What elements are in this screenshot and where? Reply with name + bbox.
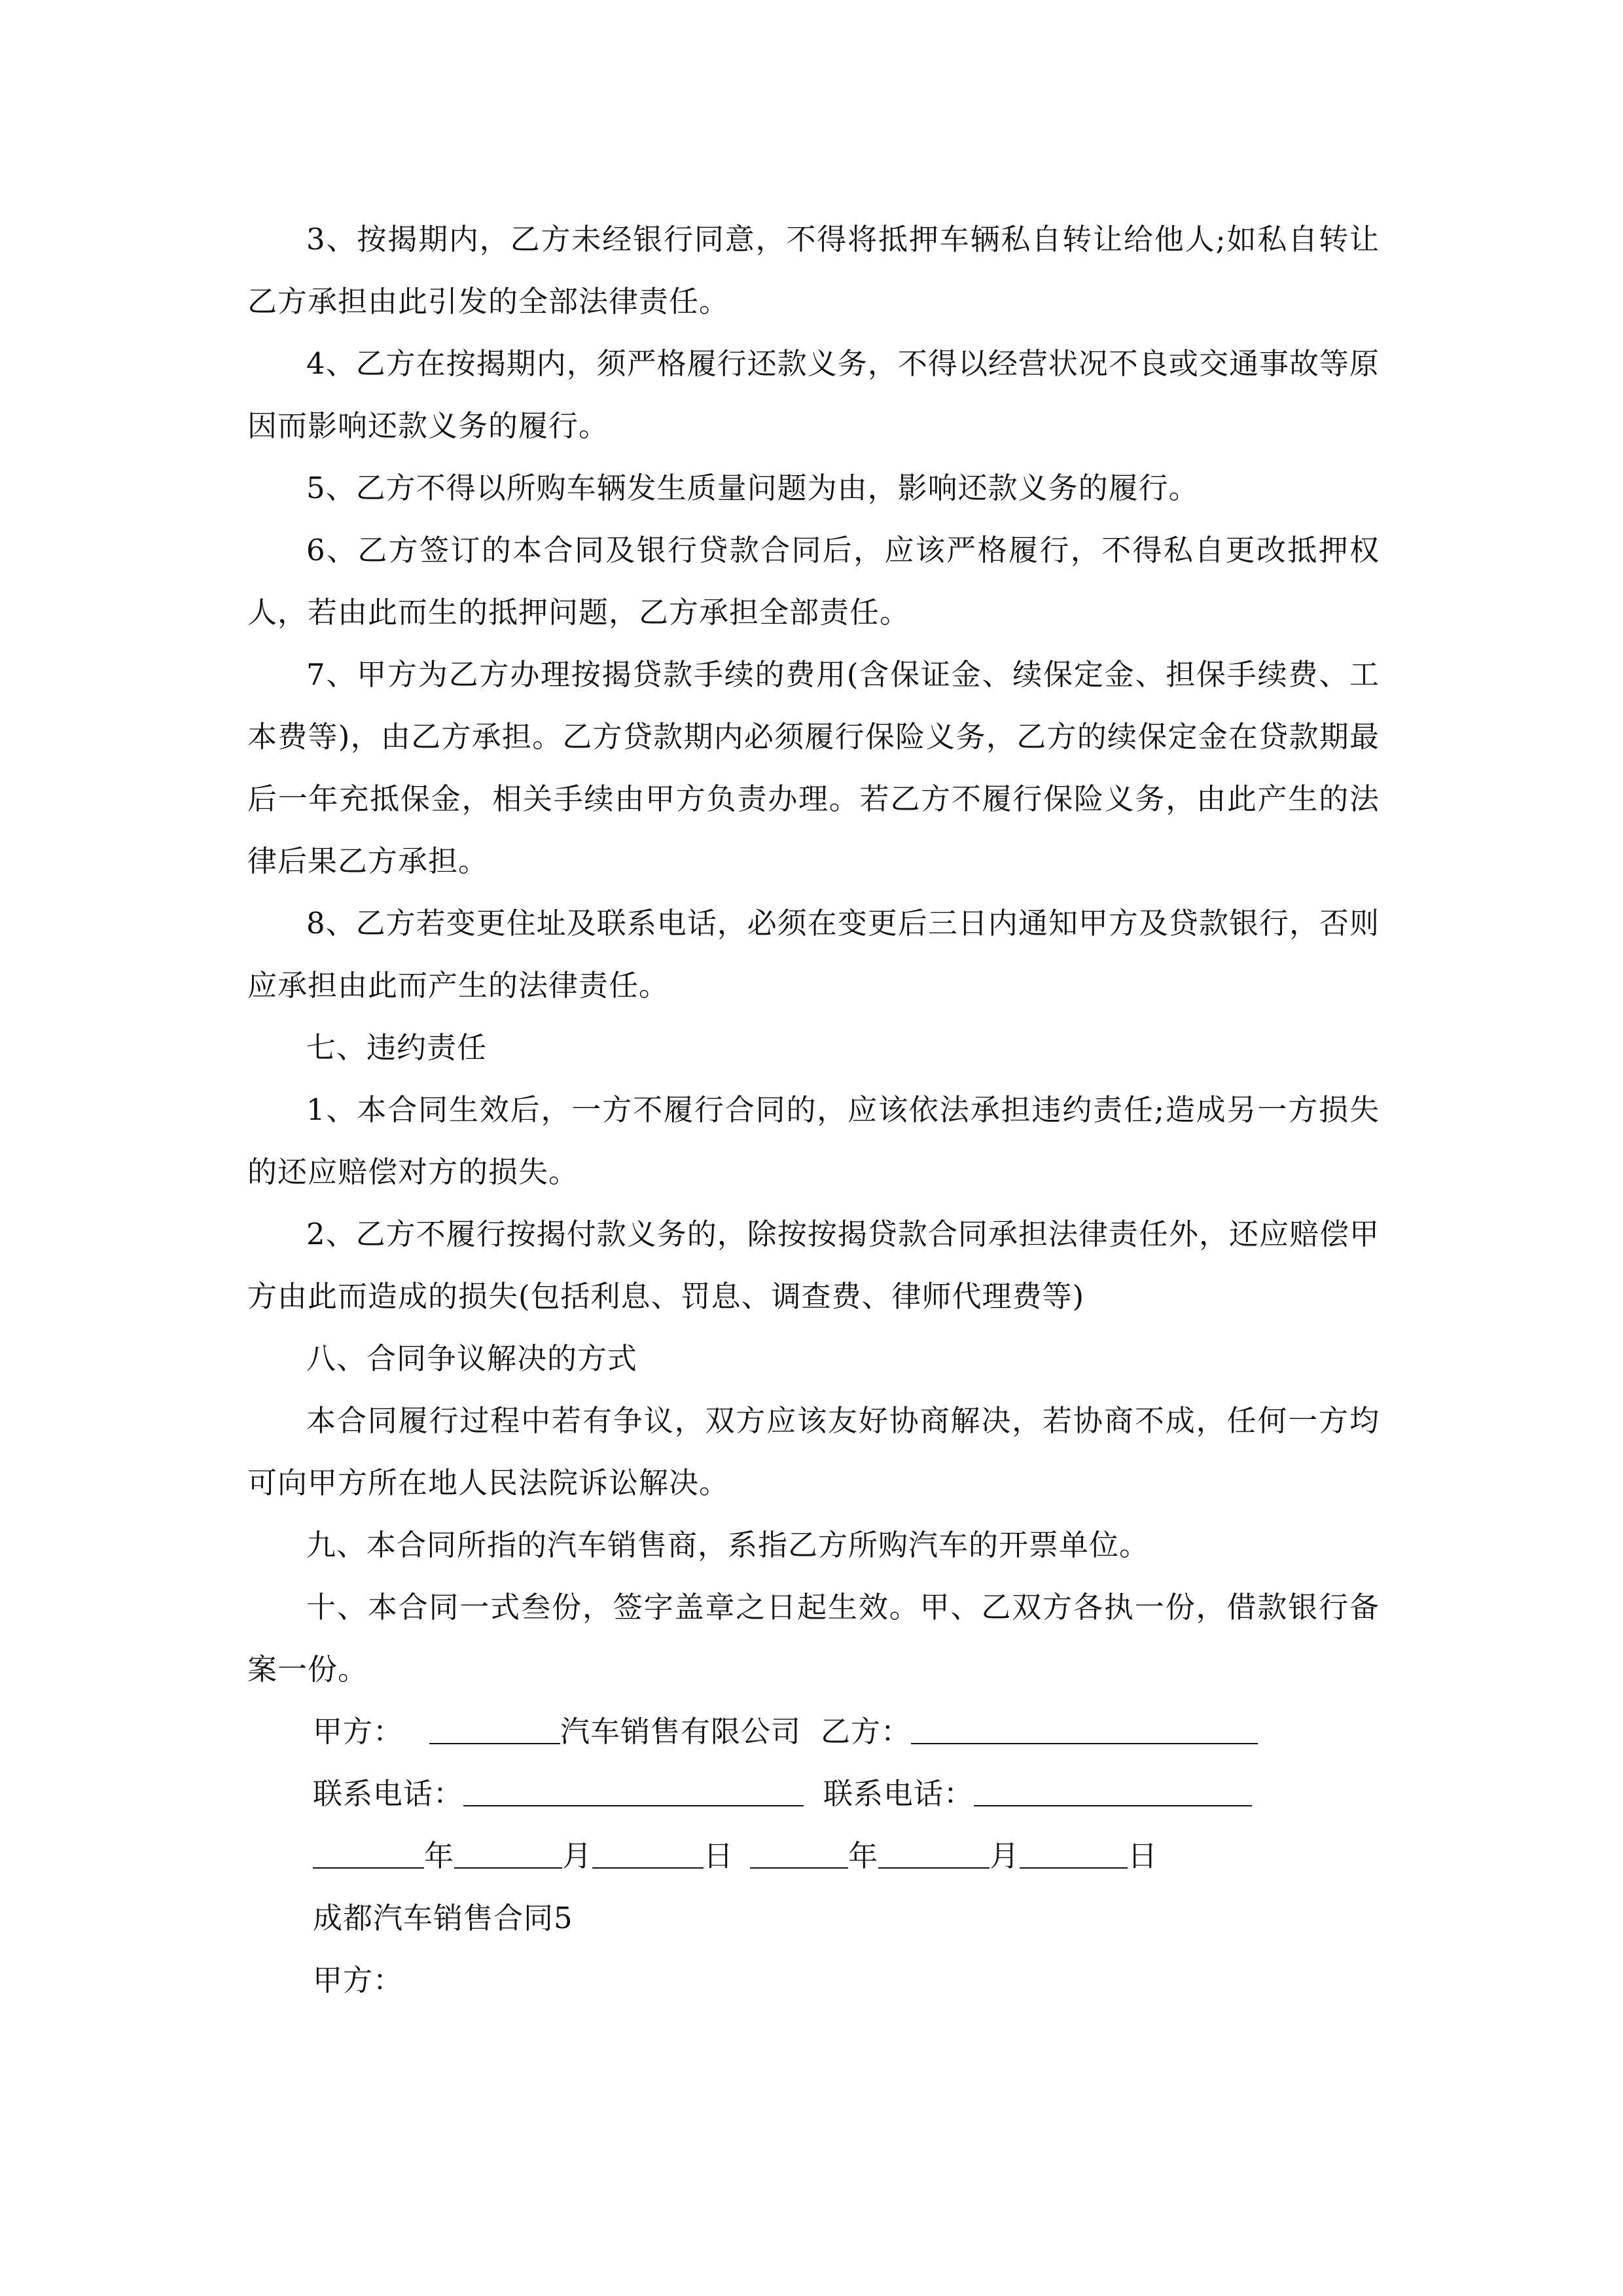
party-b-phone-label: 联系电话： xyxy=(823,1776,974,1811)
next-contract-title: 成都汽车销售合同5 xyxy=(313,1901,573,1935)
next-contract-party-a: 甲方： xyxy=(313,1963,404,1998)
party-a-company: 汽车销售有限公司 xyxy=(560,1714,802,1749)
party-b-month-label: 月 xyxy=(990,1839,1020,1873)
clause-7: 7、甲方为乙方办理按揭贷款手续的费用(含保证金、续保定金、担保手续费、工本费等)，由乙方承担。乙方贷款期内必须履行保险义务，乙方的续保定金在贷款期最后一年充抵保金，相关手续由甲方负责办理。若乙方不履行保险义务，由此产生的法律后果乙方承担。 xyxy=(247,657,1380,878)
clause-3: 3、按揭期内，乙方未经银行同意，不得将抵押车辆私自转让给他人;如私自转让乙方承担由此引发的全部法律责任。 xyxy=(247,222,1380,319)
section-9-text: 九、本合同所指的汽车销售商，系指乙方所购汽车的开票单位。 xyxy=(306,1528,1150,1562)
party-b-month-blank[interactable] xyxy=(878,1836,990,1869)
signature-party-line xyxy=(247,1700,1380,1763)
party-b-day-label: 日 xyxy=(1128,1839,1158,1873)
party-a-label: 甲方： xyxy=(313,1714,404,1749)
section-7-item-1: 1、本合同生效后，一方不履行合同的，应该依法承担违约责任;造成另一方损失的还应赔偿对方的损失。 xyxy=(247,1092,1380,1189)
party-a-year-label: 年 xyxy=(424,1839,455,1873)
clause-4: 4、乙方在按揭期内，须严格履行还款义务，不得以经营状况不良或交通事故等原因而影响还款义务的履行。 xyxy=(247,346,1380,443)
party-a-phone-label: 联系电话： xyxy=(313,1776,464,1811)
party-b-name-blank[interactable] xyxy=(911,1712,1258,1744)
section-8-heading: 八、合同争议解决的方式 xyxy=(306,1341,638,1376)
party-b-day-blank[interactable] xyxy=(1020,1836,1128,1869)
section-10-text: 十、本合同一式叁份，签字盖章之日起生效。甲、乙双方各执一份，借款银行备案一份。 xyxy=(247,1590,1380,1687)
party-a-phone-blank[interactable] xyxy=(463,1774,804,1806)
party-b-year-label: 年 xyxy=(848,1839,879,1873)
contract-body xyxy=(247,208,1380,2011)
party-a-month-blank[interactable] xyxy=(454,1836,562,1869)
party-a-year-blank[interactable] xyxy=(313,1836,424,1869)
clause-5: 5、乙方不得以所购车辆发生质量问题为由，影响还款义务的履行。 xyxy=(306,471,1199,505)
party-a-month-label: 月 xyxy=(562,1839,593,1873)
party-a-day-blank[interactable] xyxy=(592,1836,704,1869)
party-a-day-label: 日 xyxy=(704,1839,734,1873)
clause-6: 6、乙方签订的本合同及银行贷款合同后，应该严格履行，不得私自更改抵押权人，若由此而生的抵押问题，乙方承担全部责任。 xyxy=(247,533,1380,630)
clause-8: 8、乙方若变更住址及联系电话，必须在变更后三日内通知甲方及贷款银行，否则应承担由此而产生的法律责任。 xyxy=(247,906,1380,1003)
section-7-heading: 七、违约责任 xyxy=(306,1030,488,1065)
party-b-phone-blank[interactable] xyxy=(974,1774,1252,1806)
signature-date-line xyxy=(247,1825,1380,1887)
party-a-name-blank[interactable] xyxy=(429,1712,560,1744)
section-7-item-2: 2、乙方不履行按揭付款义务的，除按按揭贷款合同承担法律责任外，还应赔偿甲方由此而造成的损失(包括利息、罚息、调查费、律师代理费等) xyxy=(247,1217,1380,1314)
section-8-text: 本合同履行过程中若有争议，双方应该友好协商解决，若协商不成，任何一方均可向甲方所在地人民法院诉讼解决。 xyxy=(247,1403,1380,1500)
party-b-year-blank[interactable] xyxy=(750,1836,848,1869)
signature-phone-line xyxy=(247,1763,1380,1825)
party-b-label: 乙方： xyxy=(821,1714,912,1749)
